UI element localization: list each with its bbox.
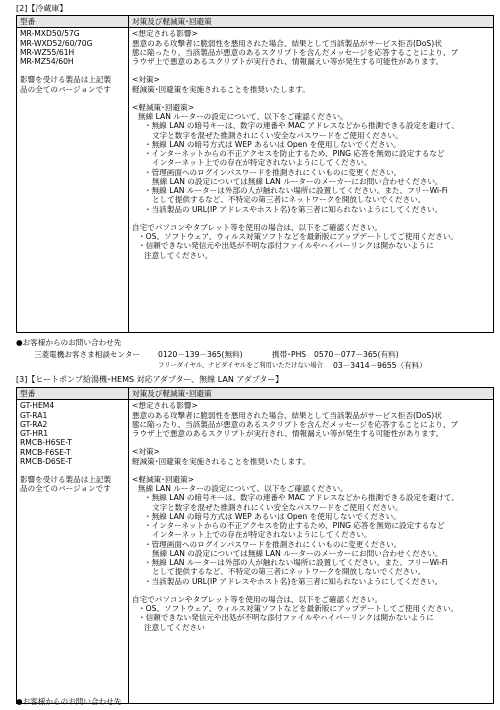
text-line: として提供するなど、不特定の第三者にネットワークを開放しないでください。 (152, 567, 426, 577)
measures-cell (129, 400, 494, 704)
measures-text (132, 401, 490, 632)
text-line: ・インターネットからの不正アクセスを防止するため、PING 応答を無効に設定するなど (144, 149, 445, 158)
model-list (20, 29, 125, 66)
affected-note-line-2: 品の全てのバージョンです (20, 84, 111, 94)
text-line: インターネット上での存在が特定されないようにしてください。 (152, 158, 372, 168)
section-3-table (16, 387, 494, 704)
text-line: 自宅でパソコンやタブレット等を使用の場合は、以下をご確認ください。 (132, 594, 383, 604)
blank-line (132, 466, 490, 475)
text-line: ・OS、ソフトウェア、ウィルス対策ソフトなどを最新版にアップデートしてご使用ください。 (138, 232, 459, 241)
toll-free-number: 0120－139－365(無料) (158, 350, 243, 359)
measures-cell (129, 28, 494, 333)
text-line: 態に陥ったり、当該製品が悪意のあるスクリプトを含んだメッセージを応答することにより、ブ (132, 47, 459, 57)
contact-heading-2: ●お客様からのお問い合わせ先 (16, 697, 122, 706)
model-number: GT-RA1 (20, 410, 48, 420)
model-number: MR-MZ54/60H (20, 57, 74, 66)
mobile-label: 携帯･PHS (272, 350, 307, 359)
text-line: として提供するなど、不特定の第三者にネットワークを開放しないでください。 (152, 195, 426, 205)
section-3-header-row (17, 388, 494, 400)
model-number: MR-WXD52/60/70G (20, 38, 93, 48)
section-2-title: [2]【冷蔵庫】 (16, 4, 68, 13)
fax-note: フリーダイヤル、ナビダイヤルをご利用いただけない場合 (158, 361, 324, 369)
text-line: ラウザ上で悪意のあるスクリプトが実行され、情報漏えい等が発生する可能性があります。 (132, 57, 444, 66)
measures-header: 対策及び軽減策･回避策 (129, 16, 494, 28)
text-line: 無線 LAN ルーターの設定について、以下をご確認ください。 (138, 484, 348, 493)
text-line: 注意してください (144, 622, 205, 632)
text-line: ・管理画面へのログインパスワードを推測されにくいものに変更ください。 (144, 539, 402, 549)
text-line: 文字と数字を混ぜた推測されにくい安全なパスワードをご使用ください。 (152, 130, 403, 140)
section-2-table (16, 15, 494, 333)
section-3-title: [3]【ヒートポンプ給湯機･HEMS 対応アダプター、無線 LAN アダプター】 (16, 375, 284, 384)
text-line: ・無線 LAN の暗号方式は WEP あるいは Open を使用しないでください。 (144, 511, 401, 521)
model-cell (17, 400, 129, 704)
text-line: ・当該製品の URL(IP アドレスやホスト名)を第三者に知られないようにしてください。 (144, 204, 443, 214)
text-line: ・無線 LAN の暗号方式は WEP あるいは Open を使用しないでください。 (144, 139, 401, 149)
text-line: ・無線 LAN の暗号キーは、数字の連番や MAC アドレスなどから推測できる設定を避けて、 (144, 121, 459, 131)
section-3-body-row (17, 400, 494, 704)
text-line: 態に陥ったり、当該製品が悪意のあるスクリプトを含んだメッセージを応答することにより、ブ (132, 419, 459, 429)
text-line: インターネット上での存在が特定されないようにしてください。 (152, 530, 372, 540)
model-list (20, 401, 125, 466)
text-line: 注意してください。 (144, 250, 213, 260)
text-line: ・信頼できない発信元や出処が不明な添付ファイルやハイパーリンクは開かないように (138, 613, 434, 623)
text-line: ・管理画面へのログインパスワードを推測されにくいものに変更ください。 (144, 167, 402, 177)
fax-number: 03－3414－9655（有料） (333, 361, 427, 370)
section-2-header-row (17, 16, 494, 28)
text-line: <想定される影響> (132, 401, 198, 411)
affected-note-line-2: 品の全てのバージョンです (20, 484, 111, 494)
text-line: ・当該製品の URL(IP アドレスやホスト名)を第三者に知られないようにしてください。 (144, 576, 443, 586)
text-line: ・インターネットからの不正アクセスを防止するため、PING 応答を無効に設定するなど (144, 521, 445, 530)
text-line: ・OS、ソフトウェア、ウィルス対策ソフトなどを最新版にアップデートしてご使用ください。 (138, 604, 459, 613)
text-line: ・無線 LAN ルーターは外部の人が触れない場所に設置してください。また、フリーWi-Fi (144, 186, 448, 195)
contact-center-name: 三菱電機お客さま相談センター (34, 350, 141, 359)
contact-heading: ●お客様からのお問い合わせ先 (16, 338, 122, 347)
blank-line (132, 438, 490, 447)
text-line: 無線 LAN ルーターの設定について、以下をご確認ください。 (138, 112, 348, 121)
text-line: <対策> (132, 75, 160, 85)
measures-header: 対策及び軽減策･回避策 (129, 388, 494, 400)
text-line: 悪意のある攻撃者に脆弱性を悪用された場合、結果として当該製品がサービス拒否(DoS)状 (132, 410, 442, 420)
affected-note-line-1: 影響を受ける製品は上記製 (20, 475, 112, 484)
text-line: <想定される影響> (132, 29, 198, 39)
text-line: ラウザ上で悪意のあるスクリプトが実行され、情報漏えい等が発生する可能性があります。 (132, 429, 444, 438)
blank-line (132, 66, 490, 75)
model-number: GT-HEM4 (20, 401, 55, 411)
model-number: MR-WZ55/61H (20, 47, 75, 57)
text-line: 無線 LAN の設定については無線 LAN ルーターのメーカーにお問い合わせください。 (152, 548, 443, 558)
text-line: ・無線 LAN ルーターは外部の人が触れない場所に設置してください。また、フリーWi-Fi (144, 558, 448, 567)
blank-line (132, 94, 490, 103)
model-header: 型番 (17, 16, 129, 28)
model-number: RMCB-H6SE-T (20, 438, 72, 448)
affected-note-line-1: 影響を受ける製品は上記製 (20, 75, 112, 85)
blank-line (132, 214, 490, 223)
text-line: 無線 LAN の設定については無線 LAN ルーターのメーカーにお問い合わせください。 (152, 176, 443, 186)
text-line: 文字と数字を混ぜた推測されにくい安全なパスワードをご使用ください。 (152, 502, 403, 512)
model-number: RMCB-F6SE-T (20, 447, 71, 457)
model-number: GT-HR1 (20, 429, 49, 438)
measures-text (132, 29, 490, 260)
section-2-body-row (17, 28, 494, 333)
text-line: 軽減策･回避策を実施されることを推奨いたします。 (132, 456, 310, 466)
model-header: 型番 (17, 388, 129, 400)
model-number: GT-RA2 (20, 419, 48, 429)
text-line: <軽減策･回避策> (132, 102, 195, 112)
blank-line (132, 586, 490, 595)
text-line: ・信頼できない発信元や出処が不明な添付ファイルやハイパーリンクは開かないように (138, 241, 434, 251)
mobile-number: 0570－077－365(有料) (314, 350, 399, 359)
text-line: <軽減策･回避策> (132, 474, 195, 484)
text-line: 軽減策･回避策を実施されることを推奨いたします。 (132, 84, 310, 94)
model-number: RMCB-D6SE-T (20, 456, 73, 466)
text-line: ・無線 LAN の暗号キーは、数字の連番や MAC アドレスなどから推測できる設定を避けて、 (144, 493, 459, 503)
model-cell (17, 28, 129, 333)
text-line: 自宅でパソコンやタブレット等を使用の場合は、以下をご確認ください。 (132, 222, 383, 232)
text-line: <対策> (132, 447, 160, 457)
model-number: MR-MXD50/57G (20, 29, 80, 39)
text-line: 悪意のある攻撃者に脆弱性を悪用された場合、結果として当該製品がサービス拒否(DoS)状 (132, 38, 442, 48)
